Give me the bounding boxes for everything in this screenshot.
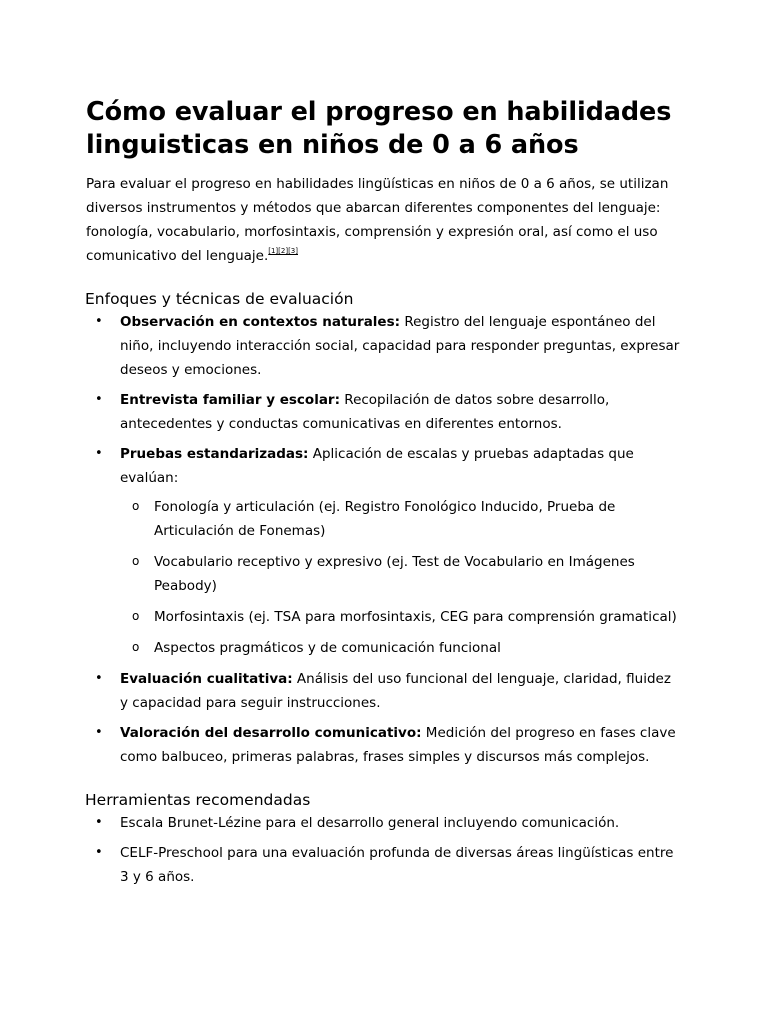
bullet-marker: • — [95, 314, 103, 329]
bullet-marker: • — [95, 446, 103, 461]
list-item — [86, 667, 682, 715]
bullet-marker: • — [95, 845, 103, 860]
intro-text: Para evaluar el progreso en habilidades lingüísticas en niños de 0 a 6 años, se utilizan diversos instrumentos y métodos que abarcan diferentes componentes del lenguaje: fonología, vocabulario, morfosintaxis, comprensión y expresión oral, así como el uso comunicativo del lenguaje. — [86, 176, 669, 264]
item-text: Medición del progreso en fases clave como balbuceo, primeras palabras, frases simples y discursos más complejos. — [120, 725, 676, 765]
item-text: Aplicación de escalas y pruebas adaptadas que evalúan: — [120, 446, 634, 486]
bullet-marker: • — [95, 671, 103, 686]
item-text: Registro del lenguaje espontáneo del niño, incluyendo interacción social, capacidad para responder preguntas, expresar deseos y emociones. — [120, 314, 680, 378]
citation-links[interactable]: [1][2][3] — [268, 247, 298, 255]
list-item — [86, 388, 682, 436]
section-heading-tools: Herramientas recomendadas — [85, 791, 311, 809]
sub-list-item — [120, 495, 682, 543]
list-item — [86, 310, 682, 382]
item-label: Entrevista familiar y escolar: — [120, 392, 340, 408]
item-label: Pruebas estandarizadas: — [120, 446, 309, 462]
sub-list-item — [120, 636, 682, 660]
item-label: Valoración del desarrollo comunicativo: — [120, 725, 422, 741]
list-item — [86, 721, 682, 769]
list-item — [86, 841, 682, 889]
bullet-marker: • — [95, 392, 103, 407]
sub-list-item — [120, 605, 682, 629]
item-label: Observación en contextos naturales: — [120, 314, 401, 330]
sub-item-text: Morfosintaxis (ej. TSA para morfosintaxis, CEG para comprensión gramatical) — [154, 609, 677, 625]
item-text: Análisis del uso funcional del lenguaje, claridad, fluidez y capacidad para seguir instrucciones. — [120, 671, 671, 711]
intro-paragraph — [86, 172, 682, 268]
sub-bullet-marker: o — [132, 640, 140, 654]
approaches-list — [86, 310, 682, 769]
section-heading-approaches: Enfoques y técnicas de evaluación — [85, 290, 354, 308]
sub-bullet-marker: o — [132, 609, 140, 623]
sub-item-text: Aspectos pragmáticos y de comunicación funcional — [154, 640, 501, 656]
sub-bullet-marker: o — [132, 499, 140, 513]
list-item — [86, 811, 682, 835]
sub-list — [120, 495, 682, 660]
bullet-marker: • — [95, 725, 103, 740]
item-text: CELF-Preschool para una evaluación profunda de diversas áreas lingüísticas entre 3 y 6 años. — [120, 845, 674, 885]
item-label: Evaluación cualitativa: — [120, 671, 293, 687]
item-text: Escala Brunet-Lézine para el desarrollo general incluyendo comunicación. — [120, 815, 620, 831]
sub-list-item — [120, 550, 682, 598]
tools-list — [86, 811, 682, 889]
sub-bullet-marker: o — [132, 554, 140, 568]
sub-item-text: Vocabulario receptivo y expresivo (ej. Test de Vocabulario en Imágenes Peabody) — [154, 554, 635, 594]
list-item — [86, 442, 682, 660]
item-text: Recopilación de datos sobre desarrollo, antecedentes y conductas comunicativas en diferentes entornos. — [120, 392, 610, 432]
page-title: Cómo evaluar el progreso en habilidades linguisticas en niños de 0 a 6 años — [86, 97, 672, 160]
sub-item-text: Fonología y articulación (ej. Registro Fonológico Inducido, Prueba de Articulación de Fonemas) — [154, 499, 616, 539]
bullet-marker: • — [95, 815, 103, 830]
